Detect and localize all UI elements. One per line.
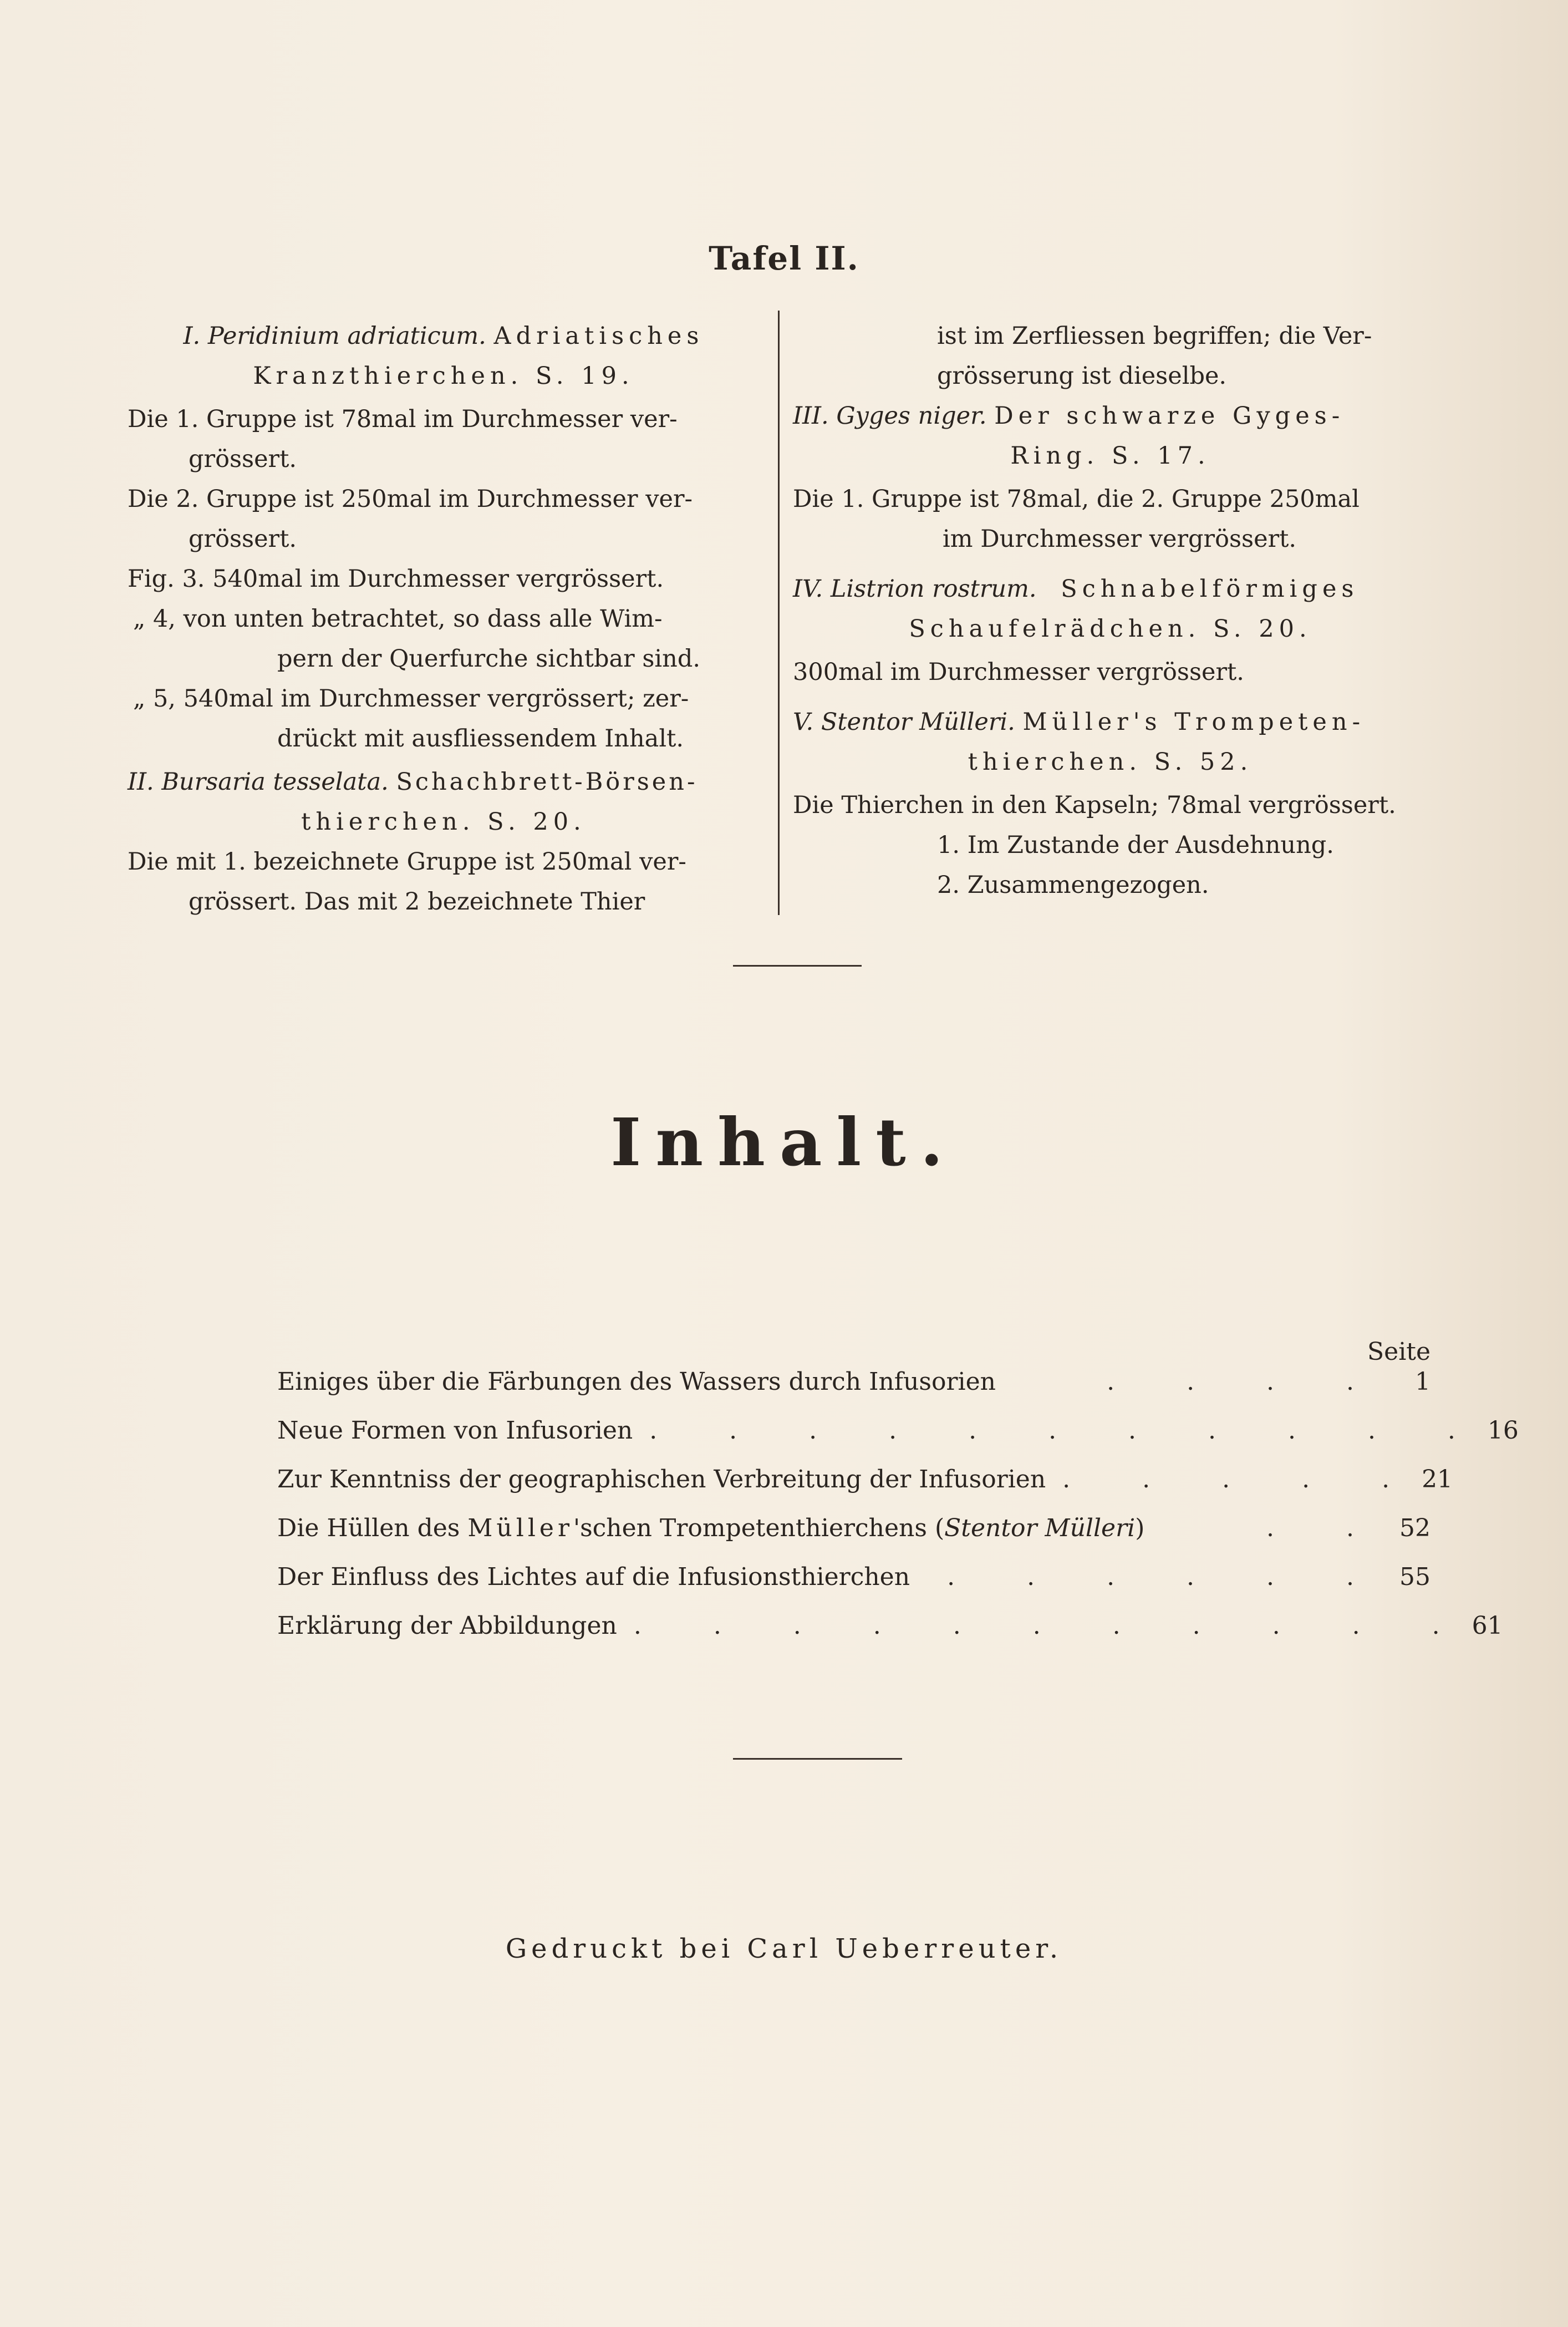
toc-entry-page: 21 xyxy=(1422,1465,1453,1493)
toc-entry-page: 1 xyxy=(1415,1368,1430,1396)
toc-leader: . . . . xyxy=(1107,1368,1386,1396)
caption-line: ist im Zerfliessen begriffen; die Ver- xyxy=(937,322,1372,350)
table-of-contents xyxy=(277,1337,1519,1660)
caption-line: im Durchmesser vergrössert. xyxy=(943,525,1297,553)
figure-heading-line2: Schaufelrädchen. S. 20. xyxy=(909,615,1312,643)
toc-entry-page: 52 xyxy=(1399,1514,1430,1542)
toc-leader: . . . . . . . . . . . xyxy=(633,1612,1472,1640)
caption-line: pern der Querfurche sichtbar sind. xyxy=(277,645,701,673)
caption-line: Die 1. Gruppe ist 78mal im Durchmesser ver- xyxy=(128,405,678,433)
section-rule xyxy=(733,1758,902,1760)
figure-heading: IV. Listrion rostrum. Schnabelförmiges xyxy=(793,575,1359,603)
caption-line: grössert. Das mit 2 bezeichnete Thier xyxy=(189,888,645,916)
toc-entry xyxy=(277,1563,1430,1612)
figure-heading: II. Bursaria tesselata. Schachbrett-Börsen- xyxy=(128,768,698,796)
caption-line: grössert. xyxy=(189,445,297,473)
printer-imprint: Gedruckt bei Carl Ueberreuter. xyxy=(505,1933,1063,1964)
figure-heading-line2: thierchen. S. 20. xyxy=(301,808,586,836)
column-divider xyxy=(778,311,780,915)
caption-line: 300mal im Durchmesser vergrössert. xyxy=(793,658,1244,686)
tafel-title: Tafel II. xyxy=(709,240,859,277)
section-rule xyxy=(733,965,862,967)
toc-leader: . . . . . xyxy=(1062,1465,1422,1493)
caption-line: drückt mit ausfliessendem Inhalt. xyxy=(277,725,684,753)
seite-label: Seite xyxy=(1367,1338,1430,1366)
toc-leader: . . xyxy=(1266,1514,1386,1542)
figure-heading-line2: Kranzthierchen. S. 19. xyxy=(253,362,634,390)
toc-leader: . . . . . . xyxy=(947,1563,1386,1591)
toc-entry-title: Zur Kenntniss der geographischen Verbreitung der Infusorien xyxy=(277,1465,1046,1493)
caption-line: „ 5, 540mal im Durchmesser vergrössert; zer- xyxy=(133,685,689,713)
caption-line: Die 1. Gruppe ist 78mal, die 2. Gruppe 250mal xyxy=(793,485,1360,513)
inhalt-title: Inhalt. xyxy=(610,1104,958,1181)
toc-entry-page: 55 xyxy=(1399,1563,1430,1591)
toc-leader: . . . . . . . . . . . xyxy=(649,1416,1488,1445)
tafel-left-column xyxy=(128,316,760,922)
toc-entry xyxy=(277,1514,1430,1563)
toc-entry xyxy=(277,1416,1519,1465)
tafel-right-column xyxy=(793,316,1428,905)
toc-entry-title: Der Einfluss des Lichtes auf die Infusionsthierchen xyxy=(277,1563,910,1591)
toc-entry xyxy=(277,1612,1503,1660)
caption-line: Die Thierchen in den Kapseln; 78mal vergrössert. xyxy=(793,791,1396,819)
toc-entry xyxy=(277,1368,1430,1416)
caption-line: Die 2. Gruppe ist 250mal im Durchmesser ver- xyxy=(128,485,693,513)
toc-entry-title: Einiges über die Färbungen des Wassers durch Infusorien xyxy=(277,1368,996,1396)
caption-line: 1. Im Zustande der Ausdehnung. xyxy=(937,831,1334,859)
figure-heading: V. Stentor Mülleri. Müller's Trompeten- xyxy=(793,708,1366,736)
figure-heading: III. Gyges niger. Der schwarze Gyges- xyxy=(793,402,1345,430)
toc-entry-page: 61 xyxy=(1472,1612,1503,1640)
toc-entry-title: Erklärung der Abbildungen xyxy=(277,1612,617,1640)
toc-entry-page: 16 xyxy=(1487,1416,1519,1445)
caption-line: grössert. xyxy=(189,525,297,553)
toc-entry-title: Die Hüllen des Müller'schen Trompetenthierchens (Stentor Mülleri) xyxy=(277,1514,1145,1542)
figure-heading-line2: thierchen. S. 52. xyxy=(968,748,1253,776)
figure-heading-line2: Ring. S. 17. xyxy=(1010,442,1210,470)
caption-line: Fig. 3. 540mal im Durchmesser vergrössert. xyxy=(128,565,664,593)
toc-entry-title: Neue Formen von Infusorien xyxy=(277,1416,633,1445)
caption-line: 2. Zusammengezogen. xyxy=(937,871,1209,899)
figure-heading: I. Peridinium adriaticum. Adriatisches xyxy=(183,322,704,350)
toc-entry xyxy=(277,1465,1453,1514)
caption-line: grösserung ist dieselbe. xyxy=(937,362,1227,390)
caption-line: „ 4, von unten betrachtet, so dass alle Wim- xyxy=(133,605,663,633)
caption-line: Die mit 1. bezeichnete Gruppe ist 250mal ver- xyxy=(128,848,686,876)
